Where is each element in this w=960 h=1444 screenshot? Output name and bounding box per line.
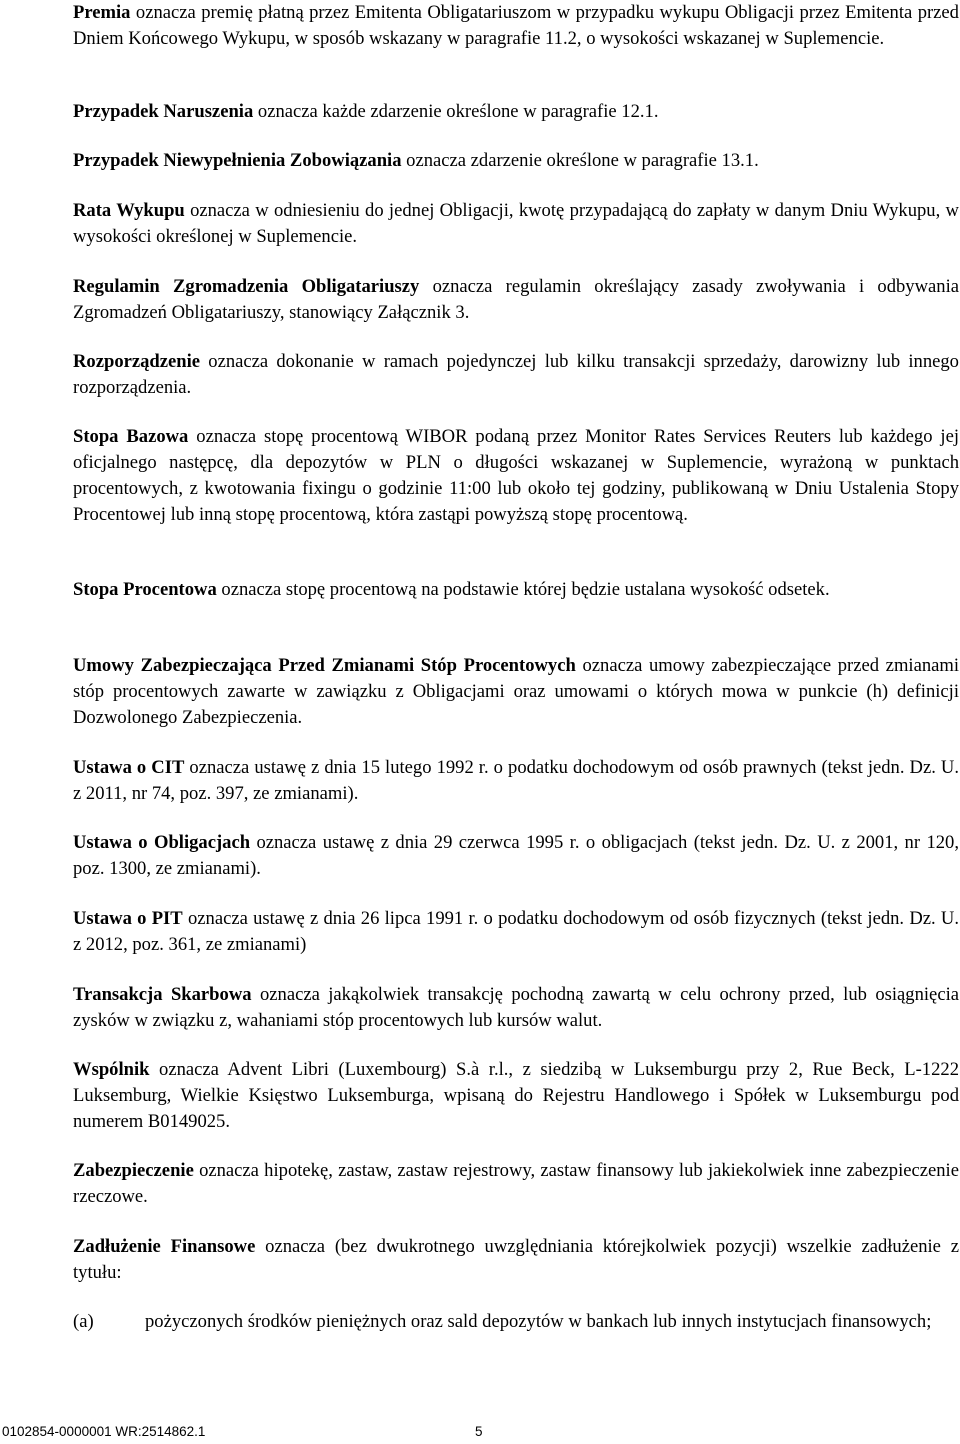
definition-premia [73,0,959,52]
definition-text: oznacza dokonanie w ramach pojedynczej lub kilku transakcji sprzedaży, darowizny lub innego rozporządzenia. [73,351,959,398]
definition-ustawa-cit [73,755,959,807]
definition-term: Stopa Procentowa [73,579,217,600]
definition-przypadek-naruszenia [73,99,959,125]
definition-przypadek-niewypelnienia [73,148,959,174]
definition-term: Ustawa o PIT [73,908,183,929]
definition-text: oznacza (bez dwukrotnego uwzględniania którejkolwiek pozycji) wszelkie zadłużenie z tytułu: [73,1236,959,1283]
definition-term: Stopa Bazowa [73,426,189,447]
definition-text: oznacza ustawę z dnia 26 lipca 1991 r. o podatku dochodowym od osób fizycznych (tekst jedn. Dz. U. z 2012, poz. 361, ze zmianami) [73,908,959,955]
list-marker: (a) [73,1311,94,1332]
definition-regulamin [73,274,959,326]
definition-term: Rata Wykupu [73,200,185,221]
definition-term: Rozporządzenie [73,351,201,372]
footer-page-number: 5 [475,1424,483,1439]
definition-text: oznacza hipotekę, zastaw, zastaw rejestrowy, zastaw finansowy lub jakiekolwiek inne zabezpieczenie rzeczowe. [73,1160,959,1207]
definition-ustawa-pit [73,906,959,958]
definition-zabezpieczenie [73,1158,959,1210]
definition-text: oznacza każde zdarzenie określone w paragrafie 12.1. [257,101,659,122]
definition-transakcja-skarbowa [73,982,959,1034]
definition-text: oznacza premię płatną przez Emitenta Obligatariuszom w przypadku wykupu Obligacji przez Emitenta przed Dniem Końcowego Wykupu, w sposób wskazany w paragrafie 11.2, o wysokości wskazanej w Suplemencie. [73,2,959,49]
definition-term: Zadłużenie Finansowe [73,1236,256,1257]
definition-term: Premia [73,2,131,23]
definition-wspolnik [73,1057,959,1135]
footer-reference: 0102854-0000001 WR:2514862.1 [2,1424,206,1439]
definition-text: oznacza jakąkolwiek transakcję pochodną zawartą w celu ochrony przed, lub osiągnięcia zysków w związku z, wahaniami stóp procentowych lub kursów walut. [73,984,959,1031]
definition-text: oznacza ustawę z dnia 15 lutego 1992 r. o podatku dochodowym od osób prawnych (tekst jedn. Dz. U. z 2011, nr 74, poz. 397, ze zmianami). [73,757,959,804]
definition-text: oznacza stopę procentową WIBOR podaną przez Monitor Rates Services Reuters lub każdego jej oficjalnego następcę, dla depozytów w PLN o długości wskazanej w Suplemencie, wyrażoną w punktach procentowych, z kwotowania fixingu o godzinie 11:00 lub około tej godziny, publikowaną w Dniu Ustalenia Stopy Procentowej lub inną stopę procentową, która zastąpi powyższą stopę procentową. [73,426,959,525]
definition-rata-wykupu [73,198,959,250]
definition-text: oznacza regulamin określający zasady zwoływania i odbywania Zgromadzeń Obligatariuszy, stanowiący Załącznik 3. [73,276,960,323]
definition-text: oznacza Advent Libri (Luxembourg) S.à r.l., z siedzibą w Luksemburgu przy 2, Rue Beck, L-1222 Luksemburg, Wielkie Księstwo Luksemburga, wpisaną do Rejestru Handlowego i Spółek w Luksemburgu pod numerem B0149025. [73,1059,959,1132]
definition-term: Wspólnik [73,1059,150,1080]
definition-term: Zabezpieczenie [73,1160,194,1181]
definition-text: oznacza stopę procentową na podstawie której będzie ustalana wysokość odsetek. [221,579,830,600]
definition-text: oznacza ustawę z dnia 29 czerwca 1995 r. o obligacjach (tekst jedn. Dz. U. z 2001, nr 120, poz. 1300, ze zmianami). [73,832,959,879]
definition-text: oznacza umowy zabezpieczające przed zmianami stóp procentowych zawarte w zawiązku z Obligacjami oraz umowami o których mowa w punkcie (h) definicji Dozwolonego Zabezpieczenia. [73,655,959,728]
definition-term: Ustawa o CIT [73,757,185,778]
definition-zadluzenie-finansowe [73,1234,959,1286]
definition-text: oznacza w odniesieniu do jednej Obligacji, kwotę przypadającą do zapłaty w danym Dniu Wykupu, w wysokości określonej w Suplemencie. [73,200,959,247]
definition-ustawa-obligacje [73,830,959,882]
definition-term: Przypadek Naruszenia [73,101,254,122]
definition-stopa-procentowa [73,577,959,603]
definition-rozporzadzenie [73,349,959,401]
definition-stopa-bazowa [73,424,959,528]
list-text: pożyczonych środków pieniężnych oraz sald depozytów w bankach lub innych instytucjach finansowych; [145,1311,932,1332]
definition-term: Transakcja Skarbowa [73,984,252,1005]
definition-text: oznacza zdarzenie określone w paragrafie 13.1. [406,150,759,171]
definition-term: Regulamin Zgromadzenia Obligatariuszy [73,276,420,297]
definition-term: Ustawa o Obligacjach [73,832,251,853]
definition-umowy-zabezpieczajace [73,653,959,731]
definition-term: Przypadek Niewypełnienia Zobowiązania [73,150,402,171]
definition-term: Umowy Zabezpieczająca Przed Zmianami Stóp Procentowych [73,655,576,676]
